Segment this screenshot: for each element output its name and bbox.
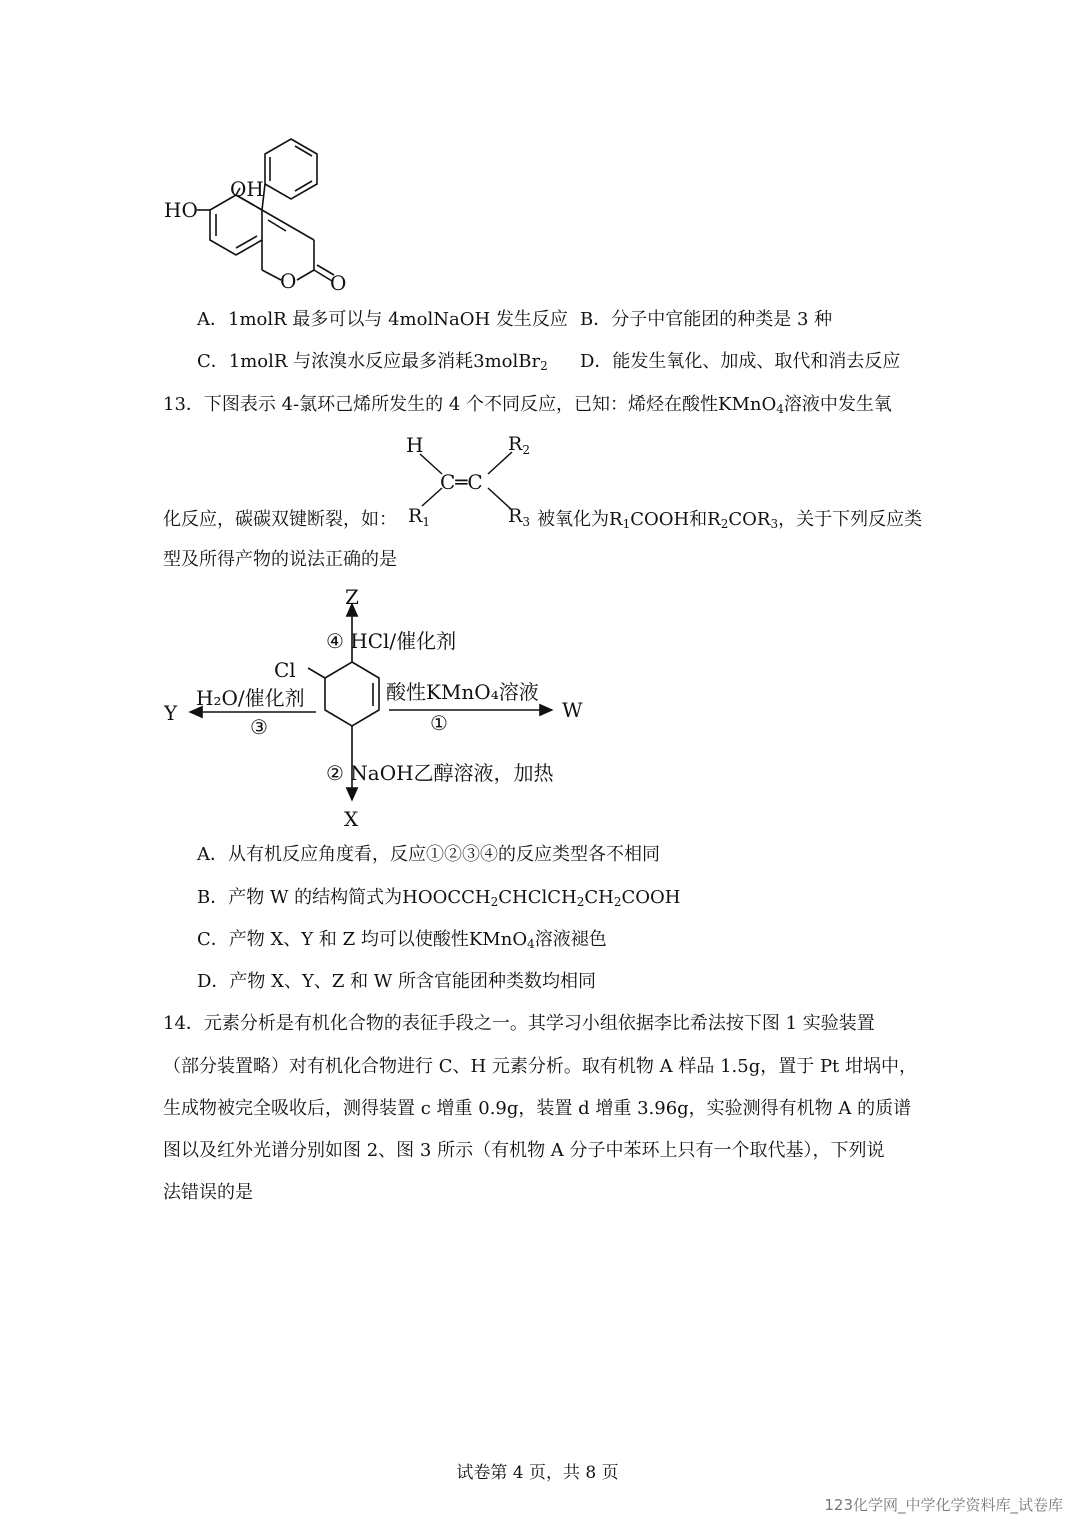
product-y-label: Y [164, 701, 178, 725]
molecule-r-structure [150, 130, 370, 300]
oh-label: OH [230, 177, 264, 201]
reaction-3-label: H₂O/催化剂 [196, 686, 305, 710]
ho-label: HO [164, 198, 198, 222]
watermark: 123化学网_中学化学资料库_试卷库 [824, 1496, 1063, 1514]
page-footer: 试卷第 4 页，共 8 页 [456, 1463, 619, 1483]
reaction-2-label: ② NaOH乙醇溶液，加热 [326, 761, 554, 785]
alkene-r1-label: $R_1$ [408, 505, 430, 529]
product-x-label: X [344, 807, 359, 831]
product-w-label: W [562, 698, 583, 722]
q13-option-b: B．产物 W 的结构简式为$HOOCCH_2CHClCH_2CH_2COOH$ [197, 887, 681, 909]
product-z-label: Z [345, 585, 359, 609]
q12-option-a: A．1molR 最多可以与 4molNaOH 发生反应 [197, 309, 568, 330]
carbonyl-oxygen-label: O [330, 271, 347, 295]
q14-line3: 生成物被完全吸收后，测得装置 c 增重 0.9g，装置 d 增重 3.96g，实验测得有机物 A 的质谱 [163, 1098, 912, 1119]
q14-line1: 14．元素分析是有机化合物的表征手段之一。其学习小组依据李比希法按下图 1 实验装置 [163, 1013, 875, 1034]
q13-option-a: A．从有机反应角度看，反应①②③④的反应类型各不相同 [197, 844, 660, 865]
reaction-3-number: ③ [250, 715, 268, 739]
q13-option-c: C．产物 X、Y 和 Z 均可以使酸性KMnO$_4$溶液褪色 [197, 929, 607, 951]
ring-oxygen-label: O [280, 269, 297, 293]
q13-option-d: D．产物 X、Y、Z 和 W 所含官能团种类数均相同 [197, 971, 597, 992]
q14-line4: 图以及红外光谱分别如图 2、图 3 所示（有机物 A 分子中苯环上只有一个取代基），下列说 [163, 1140, 885, 1161]
alkene-r3-label: $R_3$ [508, 505, 530, 529]
reaction-scheme [160, 582, 600, 832]
alkene-example-structure [400, 430, 540, 530]
cl-label: Cl [274, 658, 296, 682]
q13-stem-line1: 13．下图表示 4-氯环己烯所发生的 4 个不同反应，已知：烯烃在酸性KMnO$_4$溶液中发生氧 [163, 394, 892, 416]
q13-stem-line2-cont: 被氧化为$R_1COOH$和$R_2COR_3$，关于下列反应类 [537, 509, 923, 531]
reaction-4-label: ④ HCl/催化剂 [326, 629, 457, 653]
q13-stem-line2: 化反应，碳碳双键断裂，如： [163, 509, 397, 530]
q12-option-b: B．分子中官能团的种类是 3 种 [580, 309, 833, 330]
q12-option-c: C．1molR 与浓溴水反应最多消耗3molBr$_2$ [197, 351, 548, 373]
alkene-r2-label: $R_2$ [508, 433, 530, 457]
q14-line2: （部分装置略）对有机化合物进行 C、H 元素分析。取有机物 A 样品 1.5g，置于 Pt 坩埚中， [163, 1056, 918, 1077]
alkene-h-label: H [406, 433, 424, 457]
alkene-cc-label: C═C [440, 470, 483, 494]
reaction-1-number: ① [430, 711, 448, 735]
q14-line5: 法错误的是 [163, 1182, 253, 1203]
q13-stem-line3: 型及所得产物的说法正确的是 [163, 549, 397, 570]
q12-option-d: D．能发生氧化、加成、取代和消去反应 [580, 351, 901, 372]
reaction-1-label: 酸性KMnO₄溶液 [386, 680, 539, 704]
